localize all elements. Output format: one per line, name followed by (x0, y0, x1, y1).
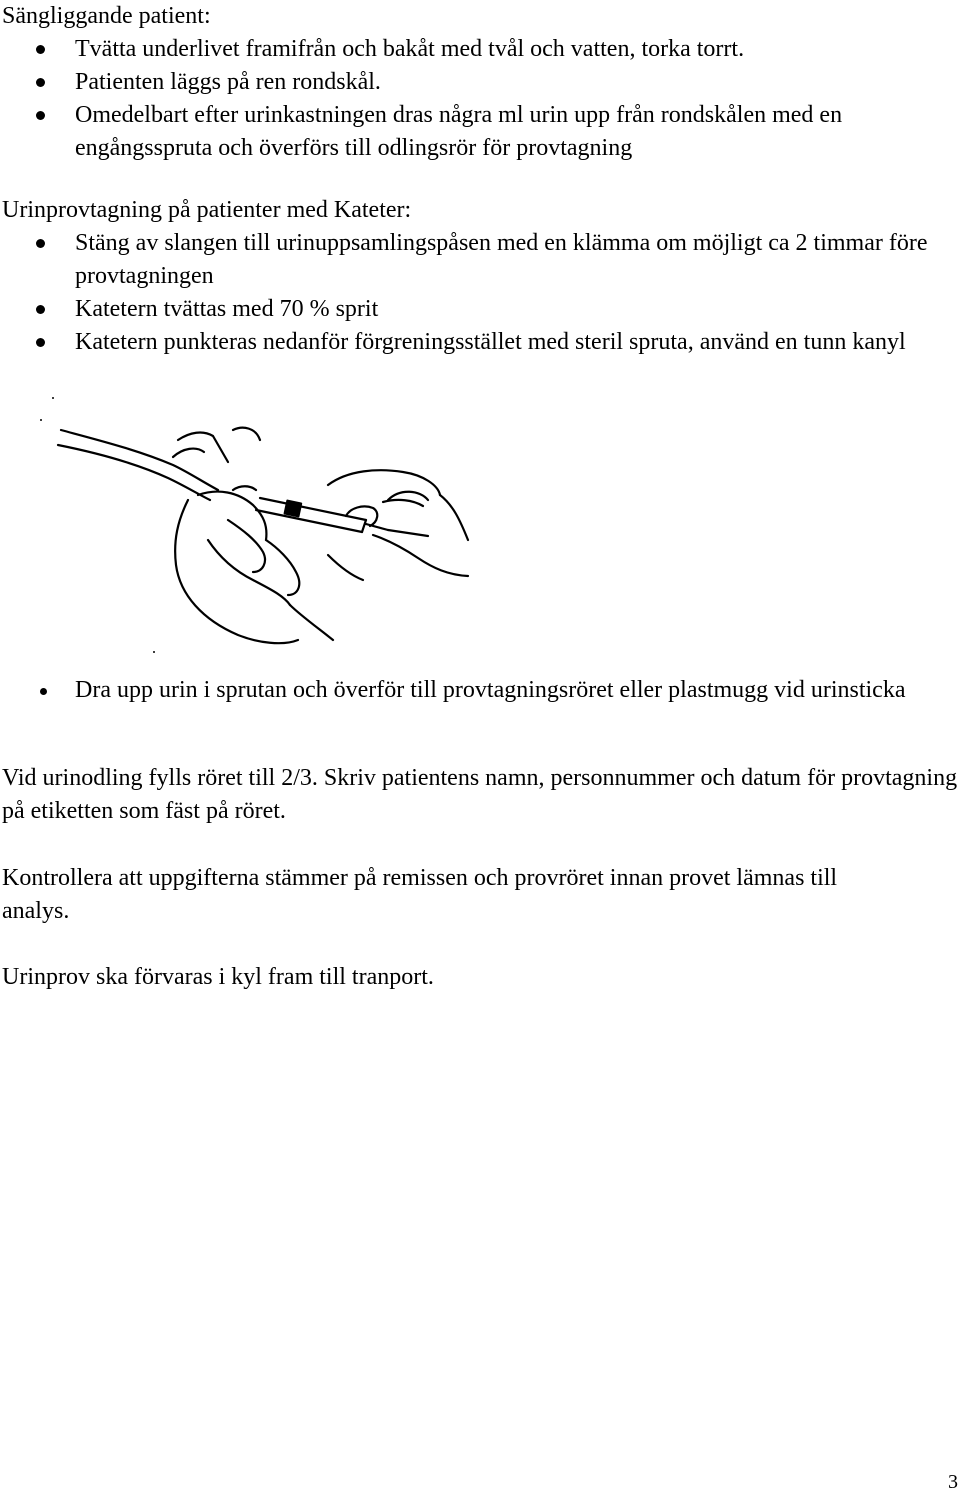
paragraph-storage: Urinprov ska förvaras i kyl fram till tranport. (2, 964, 434, 990)
list-item: Katetern tvättas med 70 % sprit (0, 293, 955, 326)
list-item: Katetern punkteras nedanför förgreningsstället med steril spruta, använd en tunn kanyl (0, 326, 955, 359)
section-heading-bedridden: Sängliggande patient: (2, 3, 211, 29)
bullet-icon (36, 45, 45, 54)
catheter-syringe-hands-illustration-icon (28, 390, 488, 660)
bullet-icon (36, 305, 45, 314)
page-number: 3 (948, 1471, 958, 1493)
bullet-icon (36, 338, 45, 347)
list-item: Omedelbart efter urinkastningen dras några ml urin upp från rondskålen med en engångsspruta och överförs till odlingsrör för provtagning (0, 99, 955, 165)
list-item: Dra upp urin i sprutan och överför till provtagningsröret eller plastmugg vid urinsticka (0, 674, 955, 707)
bullet-icon (36, 239, 45, 248)
bullet-list-bedridden (0, 33, 955, 165)
list-item: Patienten läggs på ren rondskål. (0, 66, 955, 99)
bullet-list-transfer (0, 674, 955, 707)
section-heading-catheter: Urinprovtagning på patienter med Kateter: (2, 197, 412, 223)
list-item: Tvätta underlivet framifrån och bakåt med tvål och vatten, torka torrt. (0, 33, 955, 66)
bullet-icon (36, 111, 45, 120)
paragraph-culture-labeling: Vid urinodling fylls röret till 2/3. Skriv patientens namn, personnummer och datum för provtagning på etiketten som fäst på röret. (2, 765, 958, 824)
paragraph-verify-referral: Kontrollera att uppgifterna stämmer på remissen och provröret innan provet lämnas till analys. (2, 865, 838, 924)
bullet-list-catheter (0, 227, 955, 359)
list-item: Stäng av slangen till urinuppsamlingspåsen med en klämma om möjligt ca 2 timmar före provtagningen (0, 227, 955, 293)
bullet-icon (40, 688, 47, 695)
bullet-icon (36, 78, 45, 87)
